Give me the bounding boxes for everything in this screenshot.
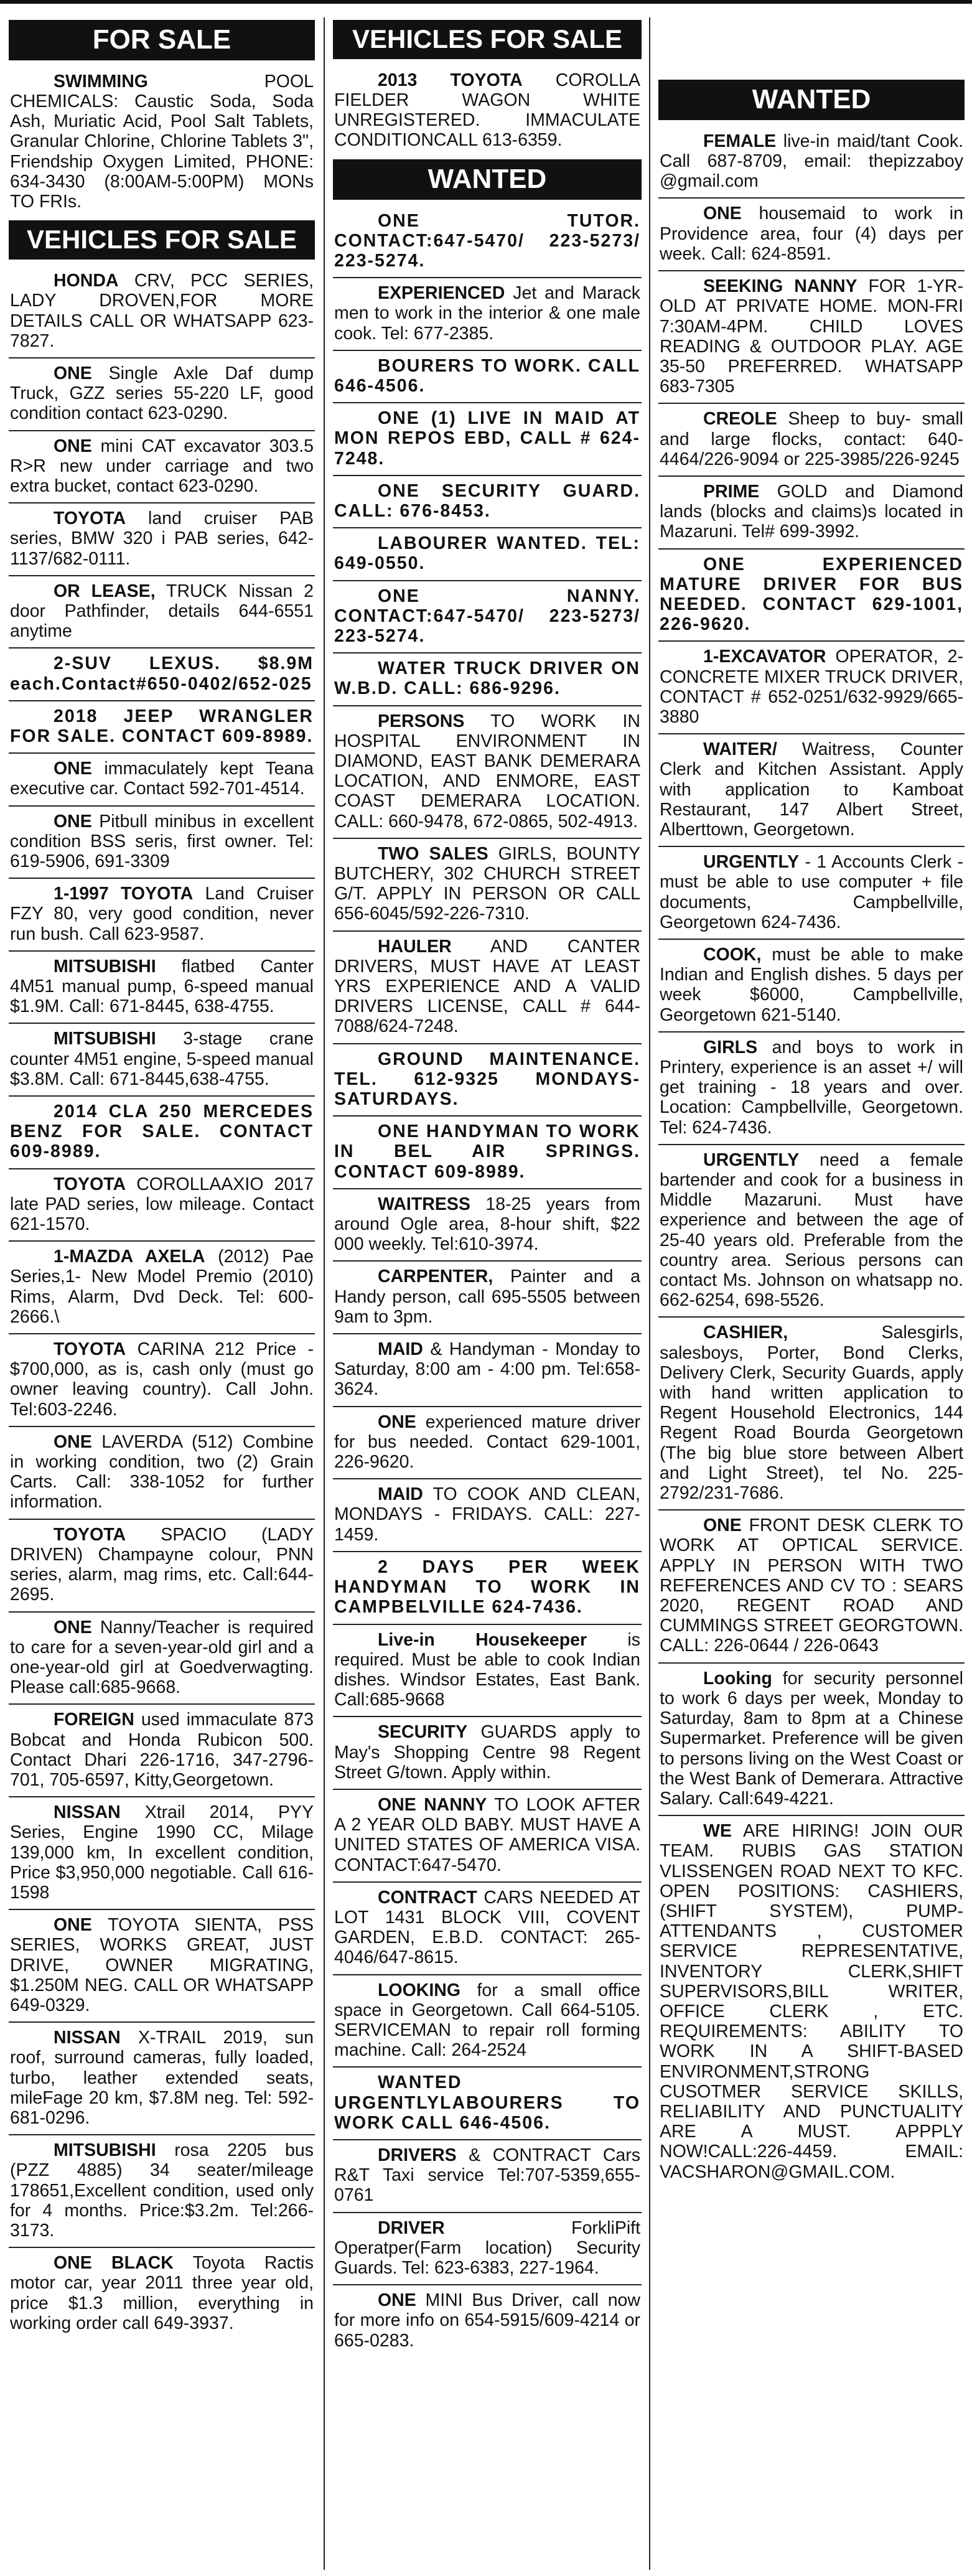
classified-ad bbox=[658, 733, 965, 846]
classified-ad bbox=[658, 846, 965, 939]
ad-body: ForkliPift Operatper(Farm location) Security Guards. Tel: 623-6383, 227-1964. bbox=[334, 2218, 640, 2278]
classified-ad bbox=[333, 2139, 642, 2212]
ad-lead: LABOURER WANTED. TEL: 649-0550. bbox=[334, 533, 640, 574]
classified-ad bbox=[9, 647, 315, 700]
classified-ad bbox=[333, 1115, 642, 1188]
ad-lead: CONTRACT bbox=[378, 1887, 477, 1908]
ad-lead: OR LEASE, bbox=[54, 581, 156, 601]
ad-body: MINI Bus Driver, call now for more info on 654-5915/609-4214 or 665-0283. bbox=[334, 2290, 640, 2351]
ad-lead: COOK, bbox=[703, 944, 762, 965]
classified-ad bbox=[333, 1406, 642, 1479]
ad-body: Waitress, Counter Clerk and Kitchen Assistant. Apply with application to Kamboat Restaurant, 147 Albert Street, Alberttown, Georgetown. bbox=[660, 739, 963, 840]
classified-ad bbox=[658, 475, 965, 548]
classified-ad bbox=[9, 950, 315, 1023]
ad-lead: LOOKING bbox=[378, 1980, 460, 2000]
ad-lead: WANTED URGENTLYLABOURERS TO WORK CALL 646-4506. bbox=[334, 2073, 640, 2133]
ad-body: GIRLS, BOUNTY BUTCHERY, 302 CHURCH STREET G/T. APPLY IN PERSON OR CALL 656-6045/592-226-7310. bbox=[334, 843, 641, 924]
classified-ad bbox=[333, 2066, 642, 2139]
ad-body: TO LOOK AFTER A 2 YEAR OLD BABY. MUST HAVE A UNITED STATES OF AMERICA VISA. CONTACT:647-5470. bbox=[334, 1794, 640, 1875]
ad-lead: CARPENTER, bbox=[378, 1267, 493, 1287]
ad-lead: ONE bbox=[54, 363, 92, 383]
ad-body: TO WORK IN HOSPITAL ENVIRONMENT IN DIAMOND, EAST BANK DEMERARA LOCATION, AND ENMORE, EAST COAST DEMERARA LOCATION. CALL: 660-9478, 672-0865, 502-4913. bbox=[334, 711, 641, 831]
ad-lead: ONE bbox=[54, 1431, 92, 1452]
ad-body: COROLLAAXIO 2017 late PAD series, low mileage. Contact 621-1570. bbox=[10, 1174, 314, 1235]
ad-lead: TOYOTA bbox=[54, 1174, 126, 1194]
ad-lead: SECURITY bbox=[378, 1722, 468, 1743]
ad-body: ARE HIRING! JOIN OUR TEAM. RUBIS GAS STATION VLISSENGEN ROAD NEXT TO KFC. OPEN POSITIONS: CASHIERS, (SHIFT SYSTEM), PUMP-ATTENDANTS , CUSTOMER SERVICE REPRESENTATIVE, INVENTORY CLERK,SHIFT SUPERVISORS,BILL WRITER, OFFICE CLERK , ETC. REQUIREMENTS: ABILITY TO WORK IN A SHIFT-BASED ENVIRONMENT,STRONG CUSOTMER SERVICE SKILLS, RELIABILITY AND PUNCTUALITY ARE A MUST. APPPLY NOW!CALL:226-4459. EMAIL: VACSHARON@GMAIL.COM. bbox=[660, 1821, 963, 2182]
ad-body: OPERATOR, 2- CONCRETE MIXER TRUCK DRIVER, CONTACT # 652-0251/632-9929/665-3880 bbox=[660, 647, 964, 727]
ad-lead: ONE SECURITY GUARD. CALL: 676-8453. bbox=[334, 480, 640, 521]
classified-ad bbox=[658, 548, 965, 641]
ad-body: Land Cruiser FZY 80, very good condition, never run bush. Call 623-9587. bbox=[10, 884, 314, 944]
ad-lead: URGENTLY bbox=[703, 852, 800, 873]
classified-ad bbox=[333, 1716, 642, 1789]
classified-ad bbox=[9, 67, 315, 218]
ad-lead: WATER TRUCK DRIVER ON W.B.D. CALL: 686-9296. bbox=[334, 658, 640, 699]
ad-lead: WAITRESS bbox=[378, 1194, 470, 1214]
ad-body: COROLLA FIELDER WAGON WHITE UNREGISTERED. IMMACULATE CONDITIONCALL 613-6359. bbox=[334, 70, 641, 151]
ad-body: need a female bartender and cook for a business in Middle Mazaruni. Must have experience and between the age of 25-40 years old. Preferable from the country area. Serious persons can contact Ms. Johnson on whatsapp no. 662-6254, 698-5526. bbox=[660, 1150, 963, 1311]
ad-body: rosa 2205 bus (PZZ 4885) 34 seater/mileage 178651,Excellent condition, used only for 4 months. Price:$3.2m. Tel:266-3173. bbox=[10, 2140, 314, 2241]
ad-body: must be able to make Indian and English dishes. 5 days per week $6000, Campbellville, Georgetown 621-5140. bbox=[660, 944, 964, 1025]
ad-lead: CREOLE bbox=[703, 409, 777, 429]
ad-lead: EXPERIENCED bbox=[378, 283, 505, 304]
ad-body: TO COOK AND CLEAN, MONDAYS - FRIDAYS. CALL: 227-1459. bbox=[334, 1484, 641, 1545]
ad-body: Nanny/Teacher is required to care for a seven-year-old girl and a one-year-old girl at Goedverwagting. Please call:685-9668. bbox=[10, 1617, 314, 1698]
ad-lead: MAID bbox=[378, 1339, 423, 1360]
ad-lead: 2018 JEEP WRANGLER FOR SALE. CONTACT 609-8989. bbox=[10, 706, 314, 746]
classified-ad bbox=[333, 1974, 642, 2067]
ad-list bbox=[333, 65, 642, 157]
classified-ad bbox=[9, 2247, 315, 2339]
column-divider bbox=[324, 17, 325, 2570]
ad-lead: ONE (1) LIVE IN MAID AT MON REPOS EBD, CALL # 624-7248. bbox=[334, 408, 640, 469]
classified-ad bbox=[658, 1662, 965, 1815]
classified-ad bbox=[9, 430, 315, 503]
classified-ad bbox=[333, 527, 642, 579]
classified-ad bbox=[333, 1260, 642, 1333]
ad-body: CARS NEEDED AT LOT 1431 BLOCK VIII, COVENT GARDEN, E.B.D. CONTACT: 265-4046/647-8615. bbox=[334, 1887, 640, 1968]
ad-body: 18-25 years from around Ogle area, 8-hour shift, $22 000 weekly. Tel:610-3974. bbox=[334, 1194, 641, 1255]
classified-ad bbox=[333, 1188, 642, 1261]
classified-ad bbox=[333, 1789, 642, 1881]
classified-ad bbox=[658, 270, 965, 403]
ad-lead: ONE NANNY bbox=[378, 1794, 487, 1815]
ad-body: Painter and a Handy person, call 695-5505 between 9am to 3pm. bbox=[334, 1267, 641, 1327]
classified-ad bbox=[333, 475, 642, 527]
classified-ad bbox=[9, 2134, 315, 2247]
classified-ad bbox=[333, 350, 642, 402]
classified-ad bbox=[9, 1909, 315, 2021]
section-header-vehicles-for-sale: VEHICLES FOR SALE bbox=[9, 220, 315, 260]
ad-body: Salesgirls, salesboys, Porter, Bond Clerks, Delivery Clerk, Security Guards, apply with hand written application to Regent Household Electronics, 144 Regent Road Bourda Georgetown (The big blue store between Albert and Light Street), tel No. 225-2792/231-7686. bbox=[660, 1323, 963, 1504]
classified-ad bbox=[333, 652, 642, 705]
ad-body: for security personnel to work 6 days per week, Monday to Saturday, 8am to 8pm at a Chinese Supermarket. Preference will be given to persons living on the West Coast or the West Bank of Demerara. Attractive Salary. Call:649-4221. bbox=[660, 1668, 964, 1809]
ad-lead: ONE HANDYMAN TO WORK IN BEL AIR SPRINGS. CONTACT 609-8989. bbox=[334, 1122, 640, 1182]
section-header-vehicles-for-sale: VEHICLES FOR SALE bbox=[333, 20, 642, 59]
classified-ad bbox=[333, 1881, 642, 1974]
ad-body: GUARDS apply to May's Shopping Centre 98 Regent Street G/town. Apply within. bbox=[334, 1722, 641, 1782]
classified-ad bbox=[333, 1333, 642, 1406]
ad-body: Jet and Marack men to work in the interior & one male cook. Tel: 677-2385. bbox=[334, 283, 641, 344]
classified-ad bbox=[658, 1815, 965, 2188]
classified-ad bbox=[9, 1240, 315, 1333]
ad-body: - 1 Accounts Clerk - must be able to use computer + file documents, Campbellville, Georgetown 624-7436. bbox=[660, 852, 963, 932]
ad-lead: 1-EXCAVATOR bbox=[703, 647, 826, 667]
ad-lead: MITSUBISHI bbox=[54, 956, 156, 977]
ad-body: land cruiser PAB series, BMW 320 i PAB series, 642-1137/682-0111. bbox=[10, 508, 314, 569]
classified-ad bbox=[658, 197, 965, 270]
classified-ad bbox=[658, 126, 965, 198]
ad-body: and boys to work in Printery, experience is an asset +/ will get training - 18 years and over. Location: Campbellville, Georgetown. Tel: 624-7436. bbox=[660, 1037, 963, 1138]
ad-lead: 2013 TOYOTA bbox=[378, 70, 523, 90]
ad-body: POOL CHEMICALS: Caustic Soda, Soda Ash, Muriatic Acid, Pool Salt Tablets, Granular Chlorine, Chlorine Tablets 3", Friendship Oxygen Limited, PHONE: 634-3430 (8:00AM-5:00PM) MONs TO FRIs. bbox=[10, 71, 314, 212]
ad-lead: MITSUBISHI bbox=[54, 1029, 156, 1049]
ad-lead: BOURERS TO WORK. CALL 646-4506. bbox=[334, 355, 640, 396]
ad-body: Xtrail 2014, PYY Series, Engine 1990 CC, Milage 139,000 km, In excellent condition, Price $3,950,000 negotiable. Call 616-1598 bbox=[10, 1802, 314, 1903]
ad-lead: TOYOTA bbox=[54, 1524, 126, 1545]
ad-lead: ONE NANNY. CONTACT:647-5470/ 223-5273/ 223-5274. bbox=[334, 586, 640, 646]
classified-ad bbox=[333, 1043, 642, 1116]
column-2 bbox=[333, 17, 642, 2570]
column-3 bbox=[658, 17, 965, 2570]
ad-body: & CONTRACT Cars R&T Taxi service Tel:707-5359,655-0761 bbox=[334, 2145, 640, 2206]
ad-body: CARINA 212 Price - $700,000, as is, cash only (must go owner leaving country). Call John. Tel:603-2246. bbox=[10, 1339, 314, 1420]
ad-lead: 2-SUV LEXUS. $8.9M each.Contact#650-0402/652-025 bbox=[10, 653, 314, 694]
ad-body: SPACIO (LADY DRIVEN) Champayne colour, PNN series, alarm, mag rims, etc. Call:644-2695. bbox=[10, 1524, 314, 1605]
classified-ad bbox=[9, 1426, 315, 1519]
ad-list bbox=[333, 206, 642, 2357]
classified-ad bbox=[9, 1333, 315, 1426]
classified-ad bbox=[9, 2021, 315, 2134]
ad-lead: TOYOTA bbox=[54, 1339, 126, 1360]
ad-body: Toyota Ractis motor car, year 2011 three year old, price $1.3 million, everything in working order call 649-3937. bbox=[10, 2253, 314, 2333]
classified-ad bbox=[9, 502, 315, 575]
ad-body: is required. Must be able to cook Indian dishes. Windsor Estates, East Bank. Call:685-9668 bbox=[334, 1629, 640, 1710]
classified-ad bbox=[9, 752, 315, 805]
ad-lead: CASHIER, bbox=[703, 1323, 788, 1343]
ad-body: FRONT DESK CLERK TO WORK AT OPTICAL SERVICE. APPLY IN PERSON WITH TWO REFERENCES AND CV TO : SEARS 2020, REGENT ROAD AND CUMMINGS STREET GEORGTOWN. CALL: 226-0644 / 226-0643 bbox=[660, 1515, 963, 1656]
ad-lead: Looking bbox=[703, 1668, 772, 1688]
ad-body: X-TRAIL 2019, sun roof, surround cameras, fully loaded, turbo, leather extended seats, mileFage 20 km, $7.8M neg. Tel: 592-681-0296. bbox=[10, 2028, 314, 2128]
classified-ad bbox=[658, 1031, 965, 1144]
classified-ad bbox=[333, 2284, 642, 2357]
ad-body: TRUCK Nissan 2 door Pathfinder, details 644-6551 anytime bbox=[10, 581, 314, 642]
ad-body: AND CANTER DRIVERS, MUST HAVE AT LEAST YRS EXPERIENCE AND A VALID DRIVERS LICENSE, CALL # 644-7088/624-7248. bbox=[334, 936, 640, 1037]
column-divider bbox=[649, 17, 650, 2570]
ad-body: CRV, PCC SERIES, LADY DROVEN,FOR MORE DETAILS CALL OR WHATSAPP 623-7827. bbox=[10, 271, 314, 351]
ad-lead: DRIVERS bbox=[378, 2145, 457, 2165]
classified-ad bbox=[9, 575, 315, 648]
classified-ad bbox=[9, 700, 315, 752]
ad-lead: TOYOTA bbox=[54, 508, 126, 529]
classified-ad bbox=[333, 705, 642, 838]
ad-body: immaculately kept Teana executive car. Contact 592-701-4514. bbox=[10, 759, 314, 799]
ad-lead: HONDA bbox=[54, 271, 119, 291]
column-top-spacer bbox=[658, 17, 965, 77]
classified-ad bbox=[333, 1624, 642, 1717]
ad-body: mini CAT excavator 303.5 R>R new under carriage and two extra bucket, contact 623-0290. bbox=[10, 436, 314, 496]
ad-lead: FOREIGN bbox=[54, 1710, 134, 1730]
ad-lead: ONE bbox=[703, 204, 742, 224]
ad-body: Single Axle Daf dump Truck, GZZ series 55-220 LF, good condition contact 623-0290. bbox=[10, 363, 314, 424]
ad-list bbox=[9, 67, 315, 218]
ad-lead: PERSONS bbox=[378, 711, 465, 731]
classified-ad bbox=[9, 1519, 315, 1611]
classified-ad bbox=[333, 206, 642, 278]
ad-lead: MITSUBISHI bbox=[54, 2140, 156, 2161]
classified-ad bbox=[9, 1796, 315, 1909]
section-header-wanted: WANTED bbox=[658, 80, 965, 120]
ad-lead: SWIMMING bbox=[54, 71, 148, 91]
ad-lead: 1-MAZDA AXELA bbox=[54, 1247, 205, 1267]
ad-body: GOLD and Diamond lands (blocks and claims)s located in Mazaruni. Tel# 699-3992. bbox=[660, 481, 963, 542]
ad-body: 3-stage crane counter 4M51 engine, 5-speed manual $3.8M. Call: 671-8445,638-4755. bbox=[10, 1029, 314, 1089]
ad-body: FOR 1-YR-OLD AT PRIVATE HOME. MON-FRI 7:30AM-4PM. CHILD LOVES READING & OUTDOOR PLAY. AGE 35-50 PREFERRED. WHATSAPP 683-7305 bbox=[660, 276, 963, 397]
classified-ad bbox=[9, 1023, 315, 1095]
ad-list bbox=[658, 126, 965, 2188]
ad-lead: ONE bbox=[54, 1915, 92, 1936]
ad-lead: 2 DAYS PER WEEK HANDYMAN TO WORK IN CAMPBELVILLE 624-7436. bbox=[334, 1557, 640, 1618]
classified-ad bbox=[9, 1703, 315, 1796]
classified-ad bbox=[9, 878, 315, 950]
ad-lead: ONE bbox=[703, 1515, 742, 1536]
section-header-for-sale: FOR SALE bbox=[9, 20, 315, 60]
classified-ad bbox=[333, 277, 642, 350]
classified-ad bbox=[658, 1316, 965, 1509]
ad-lead: WE bbox=[703, 1821, 732, 1842]
classified-ad bbox=[9, 357, 315, 430]
ad-lead: GIRLS bbox=[703, 1037, 758, 1057]
classified-ad bbox=[333, 838, 642, 930]
ad-lead: Live-in Housekeeper bbox=[378, 1629, 587, 1650]
ad-lead: SEEKING NANNY bbox=[703, 276, 858, 297]
ad-body: used immaculate 873 Bobcat and Honda Rubicon 500. Contact Dhari 226-1716, 347-2796-701, 705-6597, Kitty,Georgetown. bbox=[10, 1710, 314, 1790]
ad-lead: FEMALE bbox=[703, 131, 777, 151]
ad-lead: DRIVER bbox=[378, 2218, 445, 2238]
classified-ad bbox=[333, 580, 642, 653]
ad-lead: ONE bbox=[378, 2290, 416, 2311]
classified-ad bbox=[658, 403, 965, 475]
ad-lead: ONE BLACK bbox=[54, 2253, 174, 2274]
classified-ad bbox=[658, 1509, 965, 1662]
ad-lead: GROUND MAINTENANCE. TEL. 612-9325 MONDAYS-SATURDAYS. bbox=[334, 1049, 640, 1110]
ad-lead: 1-1997 TOYOTA bbox=[54, 884, 194, 904]
classified-ad bbox=[9, 1611, 315, 1704]
column-1 bbox=[9, 17, 315, 2570]
classified-ad bbox=[333, 1551, 642, 1624]
ad-body: Pitbull minibus in excellent condition BSS seris, first owner. Tel: 619-5906, 691-3309 bbox=[10, 811, 314, 871]
classified-ad bbox=[333, 2212, 642, 2285]
classified-ad bbox=[9, 266, 315, 357]
ad-lead: PRIME bbox=[703, 481, 760, 502]
ad-lead: ONE EXPERIENCED MATURE DRIVER FOR BUS NEEDED. CONTACT 629-1001, 226-9620. bbox=[660, 554, 963, 635]
ad-body: Sheep to buy- small and large flocks, contact: 640-4464/226-9094 or 225-3985/226-9245 bbox=[660, 409, 963, 469]
section-header-wanted: WANTED bbox=[333, 159, 642, 200]
ad-lead: MAID bbox=[378, 1484, 423, 1505]
classified-ad bbox=[9, 805, 315, 878]
ad-body: LAVERDA (512) Combine in working condition, two (2) Grain Carts. Call: 338-1052 for further information. bbox=[10, 1431, 314, 1512]
ad-lead: TWO SALES bbox=[378, 843, 488, 864]
ad-lead: WAITER/ bbox=[703, 739, 777, 760]
ad-lead: ONE bbox=[54, 811, 92, 831]
ad-lead: ONE bbox=[54, 1617, 92, 1637]
ad-body: housemaid to work in Providence area, four (4) days per week. Call: 624-8591. bbox=[660, 204, 963, 264]
ad-lead: ONE bbox=[54, 759, 92, 779]
ad-lead: NISSAN bbox=[54, 1802, 121, 1823]
ad-lead: URGENTLY bbox=[703, 1150, 800, 1170]
classified-ad bbox=[333, 930, 642, 1043]
ad-lead: ONE bbox=[54, 436, 92, 456]
ad-lead: HAULER bbox=[378, 936, 452, 957]
ad-body: for a small office space in Georgetown. Call 664-5105. SERVICEMAN to repair roll forming machine. Call: 264-2524 bbox=[334, 1980, 640, 2061]
classified-ad bbox=[333, 402, 642, 475]
ad-body: (2012) Pae Series,1- New Model Premio (2010) Rims, Alarm, Dvd Deck. Tel: 600-2666.\ bbox=[10, 1247, 314, 1327]
classified-ad bbox=[9, 1168, 315, 1241]
classified-ad bbox=[658, 939, 965, 1031]
ad-body: live-in maid/tant Cook. Call 687-8709, email: thepizzaboy @gmail.com bbox=[660, 131, 964, 192]
classified-ad bbox=[658, 1144, 965, 1317]
ad-body: experienced mature driver for bus needed. Contact 629-1001, 226-9620. bbox=[334, 1412, 640, 1473]
ad-list bbox=[9, 266, 315, 2339]
ad-lead: NISSAN bbox=[54, 2028, 121, 2048]
ad-lead: ONE TUTOR. CONTACT:647-5470/ 223-5273/ 223-5274. bbox=[334, 210, 640, 271]
ad-lead: ONE bbox=[378, 1412, 416, 1432]
classified-ad bbox=[333, 1478, 642, 1551]
classified-ad bbox=[9, 1095, 315, 1168]
ad-body: TOYOTA SIENTA, PSS SERIES, WORKS GREAT, JUST DRIVE, OWNER MIGRATING, $1.250M NEG. CALL OR WHATSAPP 649-0329. bbox=[10, 1915, 314, 2015]
classified-ad bbox=[333, 65, 642, 157]
ad-body: flatbed Canter 4M51 manual pump, 6-speed manual $1.9M. Call: 671-8445, 638-4755. bbox=[10, 956, 314, 1017]
ad-lead: 2014 CLA 250 MERCEDES BENZ FOR SALE. CONTACT 609-8989. bbox=[10, 1102, 314, 1162]
ad-body: & Handyman - Monday to Saturday, 8:00 am - 4:00 pm. Tel:658-3624. bbox=[334, 1339, 640, 1400]
classified-ad bbox=[658, 640, 965, 733]
